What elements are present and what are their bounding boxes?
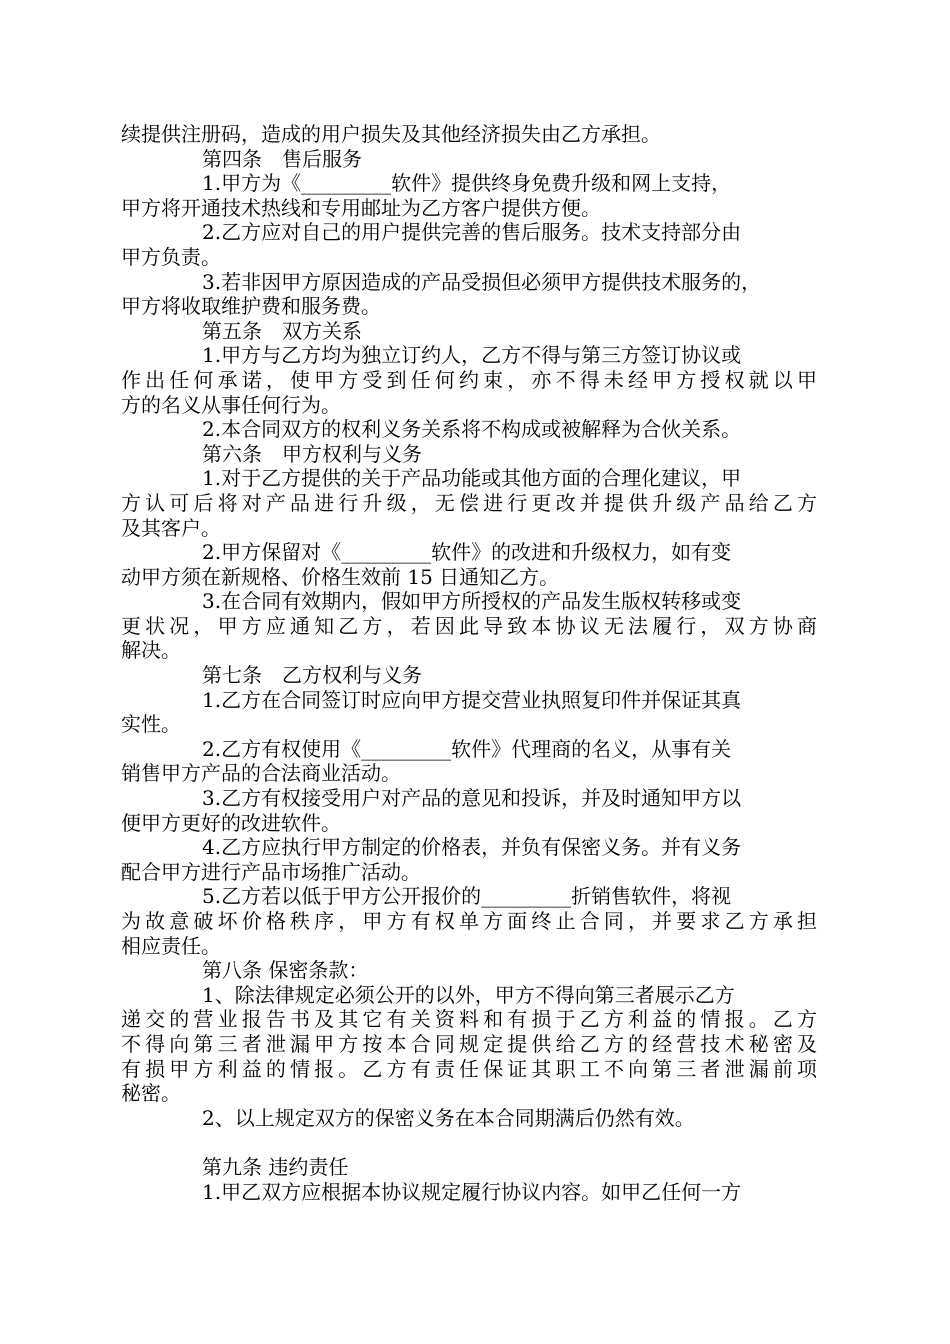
text-line: 2.乙方应对自己的用户提供完善的售后服务。技术支持部分由	[202, 220, 742, 245]
text-line: 动甲方须在新规格、价格生效前 15 日通知乙方。	[121, 564, 560, 589]
text-line: 秘密。	[121, 1081, 181, 1106]
contract-text-body	[0, 122, 950, 1204]
text-line: 5.乙方若以低于甲方公开报价的_________折销售软件，将视	[202, 884, 732, 909]
text-line: 递交的营业报告书及其它有关资料和有损于乙方利益的情报。乙方	[121, 1007, 817, 1032]
text-line: 第四条 售后服务	[202, 146, 362, 171]
text-line: 2.甲方保留对《_________软件》的改进和升级权力，如有变	[202, 540, 732, 565]
text-line: 第六条 甲方权利与义务	[202, 441, 422, 466]
text-line: 实性。	[121, 712, 181, 737]
text-line: 2.乙方有权使用《_________软件》代理商的名义，从事有关	[202, 736, 732, 761]
text-line: 2.本合同双方的权利义务关系将不构成或被解释为合伙关系。	[202, 417, 742, 442]
text-line: 相应责任。	[121, 933, 221, 958]
text-line: 更状况，甲方应通知乙方，若因此导致本协议无法履行，双方协商	[121, 613, 817, 638]
text-line: 第九条 违约责任	[202, 1154, 349, 1179]
text-line: 方的名义从事任何行为。	[121, 392, 341, 417]
text-line: 甲方将开通技术热线和专用邮址为乙方客户提供方便。	[121, 195, 601, 220]
text-line: 不得向第三者泄漏甲方按本合同规定提供给乙方的经营技术秘密及	[121, 1031, 817, 1056]
text-line: 续提供注册码，造成的用户损失及其他经济损失由乙方承担。	[121, 122, 661, 146]
text-line: 销售甲方产品的合法商业活动。	[121, 761, 401, 786]
text-line: 3.在合同有效期内，假如甲方所授权的产品发生版权转移或变	[202, 589, 742, 614]
text-line: 便甲方更好的改进软件。	[121, 810, 341, 835]
text-line: 2、以上规定双方的保密义务在本合同期满后仍然有效。	[202, 1105, 695, 1130]
text-line: 甲方负责。	[121, 244, 221, 269]
text-line: 配合甲方进行产品市场推广活动。	[121, 859, 421, 884]
text-line: 第七条 乙方权利与义务	[202, 663, 422, 688]
text-line: 甲方将收取维护费和服务费。	[121, 294, 381, 319]
text-line: 3.乙方有权接受用户对产品的意见和投诉，并及时通知甲方以	[202, 786, 742, 811]
text-line: 第五条 双方关系	[202, 318, 362, 343]
text-line: 1.甲方为《_________软件》提供终身免费升级和网上支持，	[202, 171, 732, 196]
text-line: 及其客户。	[121, 515, 221, 540]
text-line: 第八条 保密条款：	[202, 958, 369, 983]
text-line: 1.对于乙方提供的关于产品功能或其他方面的合理化建议，甲	[202, 466, 742, 491]
text-line: 3.若非因甲方原因造成的产品受损但必须甲方提供技术服务的，	[202, 269, 762, 294]
text-line: 作出任何承诺，使甲方受到任何约束，亦不得未经甲方授权就以甲	[121, 367, 817, 392]
text-line: 1、除法律规定必须公开的以外，甲方不得向第三者展示乙方	[202, 982, 735, 1007]
text-line: 解决。	[121, 638, 181, 663]
text-line: 1.甲乙双方应根据本协议规定履行协议内容。如甲乙任何一方	[202, 1179, 742, 1204]
blank-line	[0, 1130, 950, 1155]
text-line: 方认可后将对产品进行升级，无偿进行更改并提供升级产品给乙方	[121, 490, 817, 515]
text-line: 有损甲方利益的情报。乙方有责任保证其职工不向第三者泄漏前项	[121, 1056, 817, 1081]
text-line: 1.甲方与乙方均为独立订约人，乙方不得与第三方签订协议或	[202, 343, 742, 368]
text-line: 为故意破坏价格秩序，甲方有权单方面终止合同，并要求乙方承担	[121, 909, 817, 933]
text-line: 4.乙方应执行甲方制定的价格表，并负有保密义务。并有义务	[202, 835, 742, 860]
text-line: 1.乙方在合同签订时应向甲方提交营业执照复印件并保证其真	[202, 687, 742, 712]
